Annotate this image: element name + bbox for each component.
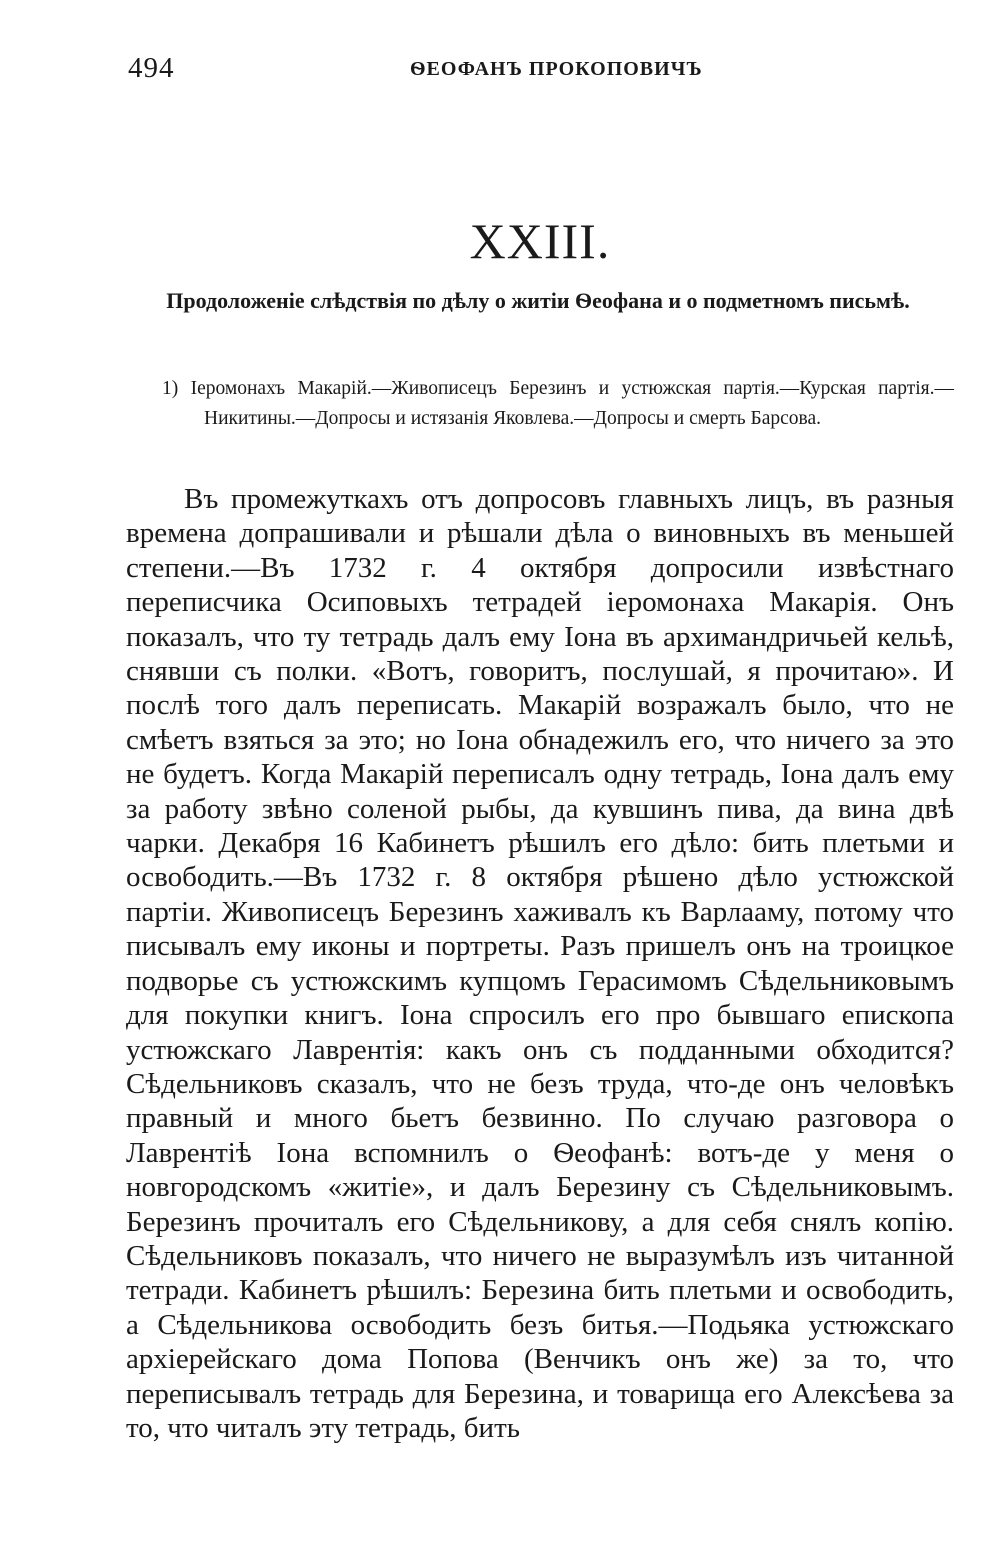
chapter-title: Продоложеніе слѣдствія по дѣлу о житіи Ѳеофана и о подметномъ письмѣ. <box>166 288 910 313</box>
running-title: ѲЕОФАНЪ ПРОКОПОВИЧЪ <box>410 58 703 80</box>
page-number: 494 <box>128 52 175 84</box>
chapter-number: XXIII. <box>469 213 611 269</box>
body-paragraph: Въ промежуткахъ отъ допросовъ главныхъ лицъ, въ разныя времена допрашивали и рѣшали дѣла о виновныхъ въ меньшей степени.—Въ 1732 г. 4 октября допросили извѣстнаго переписчика Осиповыхъ тетрадей іеромонаха Макарія. Онъ показалъ, что ту тетрадь далъ ему Іона въ архимандричьей кельѣ, снявши съ полки. «Вотъ, говоритъ, послушай, я прочитаю». И послѣ того далъ переписать. Макарій возражалъ было, что не смѣетъ взяться за это; но Іона обнадежилъ его, что ничего за это не будетъ. Когда Макарій переписалъ одну тетрадь, Іона далъ ему за работу звѣно соленой рыбы, да кувшинъ пива, да вина двѣ чарки. Декабря 16 Кабинетъ рѣшилъ его дѣло: бить плетьми и освободить.—Въ 1732 г. 8 октября рѣшено дѣло устюжской партіи. Живописецъ Березинъ хаживалъ къ Варлааму, потому что писывалъ ему иконы и портреты. Разъ пришелъ онъ на троицкое подворье съ устюжскимъ купцомъ Герасимомъ Сѣдельниковымъ для покупки книгъ. Іона спросилъ его про бывшаго епископа устюжскаго Лаврентія: какъ онъ съ подданными обходится? Сѣдельниковъ сказалъ, что не безъ труда, что-де онъ человѣкъ правный и много бьетъ безвинно. По случаю разговора о Лаврентіѣ Іона вспомнилъ о Ѳеофанѣ: вотъ-де у меня о новгородскомъ «житіе», и далъ Березину съ Сѣдельниковымъ. Березинъ прочиталъ его Сѣдельникову, а для себя снялъ копію. Сѣдельниковъ показалъ, что ничего не выразумѣлъ изъ читанной тетради. Кабинетъ рѣшилъ: Березина бить плетьми и освободить, а Сѣдельникова освободить безъ битья.—Подьяка устюжскаго архіерейскаго дома Попова (Венчикъ онъ же) за то, что переписывалъ тетрадь для Березина, и товарища его Алексѣева за то, что читалъ эту тетрадь, бить <box>126 483 954 1444</box>
body-text <box>126 482 954 1445</box>
page-header <box>128 52 958 86</box>
chapter-summary: 1) Іеромонахъ Макарій.—Живописецъ Березинъ и устюжская партія.—Курская партія.—Никитины.—Допросы и истязанія Яковлева.—Допросы и смерть Барсова. <box>162 378 954 429</box>
